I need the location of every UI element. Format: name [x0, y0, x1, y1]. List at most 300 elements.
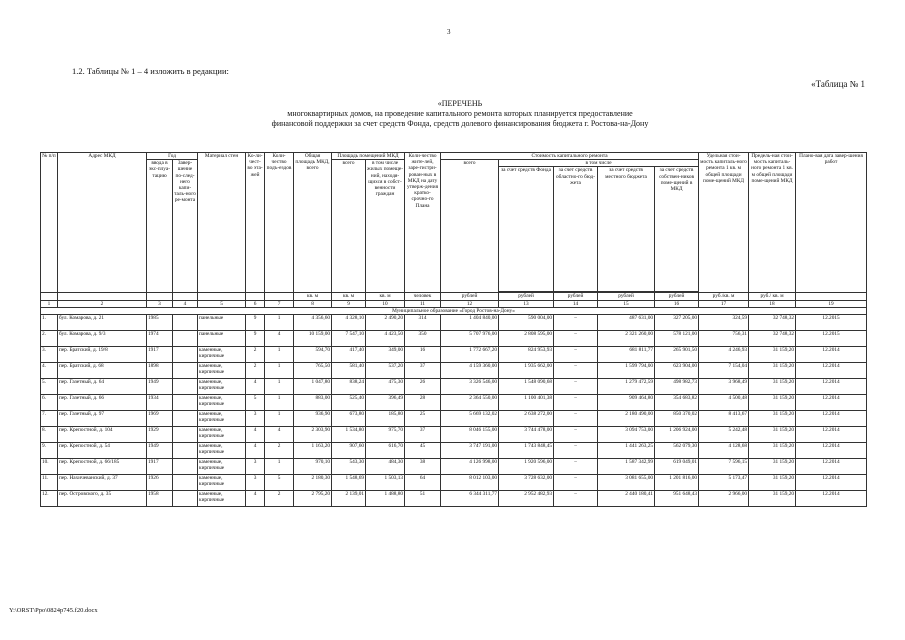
table-cell: –	[554, 347, 598, 363]
page-number: 3	[447, 28, 451, 36]
table-label: «Таблица № 1	[811, 79, 865, 89]
unit-cell	[147, 293, 173, 300]
table-cell: бул. Комарова, д. 9/3	[58, 331, 147, 347]
table-cell: 4	[246, 443, 265, 459]
table-cell: 1	[265, 395, 294, 411]
table-cell: 1 772 667,20	[441, 347, 499, 363]
table-cell: 2 180,30	[294, 475, 332, 491]
table-cell: 1 743 848,45	[499, 443, 554, 459]
table-row	[41, 331, 867, 347]
table-cell: 475,30	[366, 379, 405, 395]
table-cell: бул. Комарова, д. 21	[58, 315, 147, 331]
table-cell: 31 159,20	[749, 475, 796, 491]
header-entrances: Коли-чество подъ-ездов	[265, 153, 294, 293]
table-cell: 8 413,67	[699, 411, 749, 427]
table-cell: пер. Газетный, д. 66	[58, 395, 147, 411]
table-cell: каменные, кирпичные	[198, 347, 246, 363]
table-cell: 37	[405, 363, 441, 379]
table-cell: 1 935 662,00	[499, 363, 554, 379]
table-cell: 31 159,20	[749, 491, 796, 507]
table-cell: 5 669 132,02	[441, 411, 499, 427]
table-cell: –	[554, 491, 598, 507]
table-cell: 12.2015	[796, 331, 867, 347]
table-cell: 4	[265, 331, 294, 347]
table-cell: –	[554, 459, 598, 475]
table-cell: 8 012 103,00	[441, 475, 499, 491]
table-cell: 2 638 272,00	[499, 411, 554, 427]
file-path-footer: Y:\ORST\Ppo\0824p745.f20.docx	[9, 607, 98, 614]
table-cell: 1 534,80	[332, 427, 366, 443]
table-cell: 6.	[41, 395, 58, 411]
table-cell: 1 587 342,99	[598, 459, 655, 475]
table-cell: 25	[405, 411, 441, 427]
table-cell: 12.	[41, 491, 58, 507]
table-cell: 619 049,01	[655, 459, 699, 475]
table-cell: 265 901,50	[655, 347, 699, 363]
table-row	[41, 379, 867, 395]
table-cell: 2 440 180,41	[598, 491, 655, 507]
header-material: Материал стен	[198, 153, 246, 293]
table-cell: пер. Братский, д. 19/8	[58, 347, 147, 363]
table-cell: 5 242,48	[699, 427, 749, 443]
table-cell: 883,00	[294, 395, 332, 411]
table-row	[41, 411, 867, 427]
table-cell: 31 159,20	[749, 379, 796, 395]
table-cell: панельные	[198, 331, 246, 347]
table-cell: 350	[405, 331, 441, 347]
column-number-cell: 3	[147, 300, 173, 307]
table-cell: каменные, кирпичные	[198, 491, 246, 507]
table-cell: каменные, кирпичные	[198, 379, 246, 395]
table-cell: 1	[265, 347, 294, 363]
table-cell: 1 279 472,59	[598, 379, 655, 395]
header-address: Адрес МКД	[58, 153, 147, 293]
table-cell: каменные, кирпичные	[198, 411, 246, 427]
table-cell: каменные, кирпичные	[198, 363, 246, 379]
table-cell: 3	[246, 411, 265, 427]
title-line: «ПЕРЕЧЕНЬ	[437, 99, 483, 108]
column-number-cell: 13	[499, 300, 554, 307]
table-cell: 936,90	[294, 411, 332, 427]
table-cell: 578 121,00	[655, 331, 699, 347]
table-cell: 5 707 976,00	[441, 331, 499, 347]
municipality-label: Муниципальное образование «Город Ростов-на-Дону»	[41, 307, 867, 314]
table-cell: 824 953,93	[499, 347, 554, 363]
table-cell: 616,70	[366, 443, 405, 459]
unit-cell: рублей	[441, 293, 499, 300]
header-cost: Стоимость капитального ремонта	[441, 153, 699, 160]
table-cell: 5	[265, 475, 294, 491]
table-cell: –	[554, 411, 598, 427]
table-cell: 3 081 655,00	[598, 475, 655, 491]
header-premises-residential: в том числе жилых помеще-ний, находя-щихся в собст-венности граждан	[366, 160, 405, 293]
table-cell: 4 159 360,00	[441, 363, 499, 379]
table-cell: 354 683,82	[655, 395, 699, 411]
table-cell: 3 094 753,00	[598, 427, 655, 443]
table-cell: 3 728 632,00	[499, 475, 554, 491]
table-cell: 3 744 478,00	[499, 427, 554, 443]
table-cell	[173, 475, 198, 491]
table-cell: 10.	[41, 459, 58, 475]
table-cell: 64	[405, 475, 441, 491]
table-cell: 3 747 191,00	[441, 443, 499, 459]
table-cell: пер. Крепостной, д. 104	[58, 427, 147, 443]
table-cell: 537,20	[366, 363, 405, 379]
table-cell: пер. Островского, д. 35	[58, 491, 147, 507]
table-row	[41, 363, 867, 379]
municipality-row	[41, 307, 867, 314]
table-cell: 28	[405, 395, 441, 411]
header-premises-area: Площадь помещений МКД	[332, 153, 405, 160]
title-line: финансовой поддержки за счет средств Фонда, средств долевого финансирования бюджета г. Ростова-на-Дону	[271, 119, 649, 128]
table-cell	[173, 347, 198, 363]
column-number-cell: 9	[332, 300, 366, 307]
header-unit-cost: Удельная стои-мость капиталь-ного ремонта 1 кв. м общей площади поме-щений МКД	[699, 153, 749, 293]
table-cell: 1 503,13	[366, 475, 405, 491]
column-number-row	[41, 300, 867, 307]
table-cell: 5 173,47	[699, 475, 749, 491]
table-cell: 3 968,49	[699, 379, 749, 395]
unit-cell: кв. м	[294, 293, 332, 300]
table-cell	[173, 331, 198, 347]
header-premises-total: всего	[332, 160, 366, 293]
header-limit-cost: Предель-ная стои-мость капиталь-ного ремонта 1 кв. м общей площади поме-щений МКД	[749, 153, 796, 293]
table-cell: 1 920 596,00	[499, 459, 554, 475]
table-cell: –	[554, 443, 598, 459]
table-cell: 1 404 840,00	[441, 315, 499, 331]
table-cell: 2.	[41, 331, 58, 347]
table-cell: 1917	[147, 459, 173, 475]
table-cell: 1949	[147, 443, 173, 459]
table-cell: 4	[246, 427, 265, 443]
table-cell: 12.2014	[796, 411, 867, 427]
column-number-cell: 18	[749, 300, 796, 307]
table-cell: 8 046 155,00	[441, 427, 499, 443]
table-cell: –	[554, 475, 598, 491]
table-cell: 3 326 546,00	[441, 379, 499, 395]
table-cell: 1 441 263,25	[598, 443, 655, 459]
column-number-cell: 8	[294, 300, 332, 307]
table-cell: пер. Крепостной, д. 54	[58, 443, 147, 459]
unit-cell: кв. м	[366, 293, 405, 300]
table-cell: 6 344 311,77	[441, 491, 499, 507]
table-cell: 32 748,32	[749, 331, 796, 347]
header-total-area: Общая площадь МКД, всего	[294, 153, 332, 293]
table-cell: 31 159,20	[749, 347, 796, 363]
table-cell	[173, 427, 198, 443]
table-cell: 2 321 260,00	[598, 331, 655, 347]
table-cell: 7 154,04	[699, 363, 749, 379]
table-cell	[173, 363, 198, 379]
unit-cell	[265, 293, 294, 300]
table-cell: 7.	[41, 411, 58, 427]
unit-cell: человек	[405, 293, 441, 300]
table-cell: 5.	[41, 379, 58, 395]
table-cell: 185,80	[366, 411, 405, 427]
table-row	[41, 443, 867, 459]
table-cell: 38	[405, 459, 441, 475]
table-cell: 2	[246, 363, 265, 379]
table-cell: 1926	[147, 475, 173, 491]
table-cell: 45	[405, 443, 441, 459]
table-cell: 31 159,20	[749, 411, 796, 427]
table-cell: 1949	[147, 379, 173, 395]
table-cell: 12.2014	[796, 395, 867, 411]
table-row	[41, 491, 867, 507]
unit-cell	[41, 293, 58, 300]
table-cell: 1 488,80	[366, 491, 405, 507]
table-cell: 562 079,30	[655, 443, 699, 459]
table-cell: каменные, кирпичные	[198, 395, 246, 411]
table-cell: 484,30	[366, 459, 405, 475]
table-cell	[173, 443, 198, 459]
table-cell: 1	[265, 411, 294, 427]
table-cell: 4	[265, 427, 294, 443]
table-cell: 9.	[41, 443, 58, 459]
unit-cell	[198, 293, 246, 300]
table-cell: 31 159,20	[749, 427, 796, 443]
table-cell: 623 904,00	[655, 363, 699, 379]
table-row	[41, 459, 867, 475]
table-cell: 951 648,43	[655, 491, 699, 507]
table-cell: 4.	[41, 363, 58, 379]
table-cell: 12.2014	[796, 475, 867, 491]
table-cell: 1917	[147, 347, 173, 363]
table-cell: 581,40	[332, 363, 366, 379]
table-cell: 1	[265, 363, 294, 379]
header-cost-including: в том числе	[499, 160, 699, 167]
table-cell: 2 364 550,00	[441, 395, 499, 411]
table-cell: 1929	[147, 427, 173, 443]
unit-cell	[246, 293, 265, 300]
unit-cell	[58, 293, 147, 300]
table-cell: 681 811,77	[598, 347, 655, 363]
column-number-cell: 10	[366, 300, 405, 307]
table-cell: 1985	[147, 315, 173, 331]
table-cell: 2	[265, 443, 294, 459]
header-floors: Ко-ли-чест-во эта-жей	[246, 153, 265, 293]
table-cell: пер. Нахичеванский, д. 37	[58, 475, 147, 491]
table-cell: 3	[246, 459, 265, 475]
unit-cell: рублей	[598, 293, 655, 300]
table-cell: 12.2014	[796, 363, 867, 379]
table-cell: 349,00	[366, 347, 405, 363]
table-cell: 756,31	[699, 331, 749, 347]
header-cost-owners: за счет средств собствен-ников поме-щений в МКД	[655, 167, 699, 292]
table-cell: 1 201 816,00	[655, 475, 699, 491]
column-number-cell: 16	[655, 300, 699, 307]
column-number-cell: 14	[554, 300, 598, 307]
column-number-cell: 4	[173, 300, 198, 307]
table-cell: 525,40	[332, 395, 366, 411]
table-row	[41, 315, 867, 331]
table-cell: 543,30	[332, 459, 366, 475]
table-cell: 2 490,20	[366, 315, 405, 331]
table-cell: каменные, кирпичные	[198, 427, 246, 443]
table-cell: 12.2014	[796, 347, 867, 363]
table-cell: 396,49	[366, 395, 405, 411]
table-cell: 498 982,73	[655, 379, 699, 395]
table-cell: 2	[246, 347, 265, 363]
header-cost-fund: за счет средств Фонда	[499, 167, 554, 292]
table-cell	[173, 379, 198, 395]
table-cell: каменные, кирпичные	[198, 475, 246, 491]
houses-table	[40, 152, 867, 507]
header-cost-regional: за счет средств областно-го бюд-жета	[554, 167, 598, 292]
table-cell: 417,40	[332, 347, 366, 363]
table-cell: 594,70	[294, 347, 332, 363]
table-cell: 16	[405, 347, 441, 363]
table-cell: 4	[246, 491, 265, 507]
header-no: № п/п	[41, 153, 58, 293]
table-cell: 12.2014	[796, 491, 867, 507]
table-cell: 2	[265, 491, 294, 507]
table-cell: 314	[405, 315, 441, 331]
unit-cell: рублей	[554, 293, 598, 300]
table-cell: 7 596,15	[699, 459, 749, 475]
table-cell: –	[554, 331, 598, 347]
table-cell: 1 163,20	[294, 443, 332, 459]
column-number-cell: 1	[41, 300, 58, 307]
header-cost-total: всего	[441, 160, 499, 293]
table-cell: 1	[265, 459, 294, 475]
table-cell: 9	[246, 315, 265, 331]
table-cell: пер. Крепостной, д. 66/185	[58, 459, 147, 475]
unit-cell: рублей	[499, 293, 554, 300]
table-cell: 1 206 924,00	[655, 427, 699, 443]
column-number-cell: 5	[198, 300, 246, 307]
table-cell: –	[554, 379, 598, 395]
intro-text: 1.2. Таблицы № 1 – 4 изложить в редакции:	[72, 66, 229, 76]
table-cell: 12.2014	[796, 379, 867, 395]
table-cell: 4 126 998,00	[441, 459, 499, 475]
document-title	[150, 99, 770, 129]
unit-cell: рублей	[655, 293, 699, 300]
table-cell: 26	[405, 379, 441, 395]
table-cell: 487 631,00	[598, 315, 655, 331]
table-cell: 12.2014	[796, 427, 867, 443]
table-cell: 4 423,50	[366, 331, 405, 347]
table-cell: –	[554, 395, 598, 411]
header-registered: Коли-чество жите-лей, заре-гистри-рован-ных в МКД на дату утверж-дения кратко-срочно-го Плана	[405, 153, 441, 293]
table-cell: 1.	[41, 315, 58, 331]
table-cell	[173, 459, 198, 475]
table-cell: 51	[405, 491, 441, 507]
table-cell: 1974	[147, 331, 173, 347]
table-body	[41, 315, 867, 507]
table-cell: 2 139,01	[332, 491, 366, 507]
table-cell: 32 748,32	[749, 315, 796, 331]
header-year-commission: ввода в экс-плуа-тацию	[147, 160, 173, 293]
table-cell: каменные, кирпичные	[198, 443, 246, 459]
table-cell: 4	[246, 379, 265, 395]
column-number-cell: 11	[405, 300, 441, 307]
table-cell: 31 159,20	[749, 395, 796, 411]
header-year-repair: Завер-шение по-след-него капи-таль-ного ре-монта	[173, 160, 198, 293]
table-row	[41, 475, 867, 491]
units-row	[41, 293, 867, 300]
table-row	[41, 427, 867, 443]
table-cell	[173, 315, 198, 331]
table-cell: 4 246,93	[699, 347, 749, 363]
table-cell: 2 952 482,93	[499, 491, 554, 507]
table-cell: 1934	[147, 395, 173, 411]
header-cost-local: за счет средств местного бюджета	[598, 167, 655, 292]
unit-cell	[173, 293, 198, 300]
table-cell: –	[554, 427, 598, 443]
table-cell: пер. Газетный, д. 97	[58, 411, 147, 427]
table-cell: 31 159,20	[749, 363, 796, 379]
table-cell: панельные	[198, 315, 246, 331]
table-cell: 1 599 794,00	[598, 363, 655, 379]
table-cell: 2 180 490,00	[598, 411, 655, 427]
table-cell: 12.2015	[796, 315, 867, 331]
table-cell: 11.	[41, 475, 58, 491]
table-cell: 9	[246, 331, 265, 347]
table-cell: 1 100 401,38	[499, 395, 554, 411]
table-cell: 10 159,00	[294, 331, 332, 347]
unit-cell	[796, 293, 867, 300]
table-cell: 909 464,80	[598, 395, 655, 411]
table-cell: 3.	[41, 347, 58, 363]
table-cell: 2 795,20	[294, 491, 332, 507]
table-cell: 1 548 090,68	[499, 379, 554, 395]
table-cell: 1969	[147, 411, 173, 427]
table-cell: 3	[246, 475, 265, 491]
table-cell: 4 500,48	[699, 395, 749, 411]
table-cell: пер. Братский, д. 68	[58, 363, 147, 379]
title-line: многоквартирных домов, на проведение капитального ремонта которых планируется предоставление	[287, 109, 633, 118]
table-cell: 5	[246, 395, 265, 411]
table-cell: 1 548,69	[332, 475, 366, 491]
table-cell: 1	[265, 315, 294, 331]
table-cell: 12.2014	[796, 459, 867, 475]
table-cell: 7 547,10	[332, 331, 366, 347]
column-number-cell: 17	[699, 300, 749, 307]
column-number-cell: 15	[598, 300, 655, 307]
table-cell: 324,59	[699, 315, 749, 331]
unit-cell: руб./кв. м	[699, 293, 749, 300]
table-cell: 2 966,00	[699, 491, 749, 507]
table-cell: 673,80	[332, 411, 366, 427]
table-cell: 4 356,60	[294, 315, 332, 331]
table-cell: 4 328,10	[332, 315, 366, 331]
table-cell: 2 808 595,00	[499, 331, 554, 347]
header-planned-date: Плано-вая дата завер-шения работ	[796, 153, 867, 293]
table-cell: 31 159,20	[749, 443, 796, 459]
table-cell: –	[554, 315, 598, 331]
column-number-cell: 19	[796, 300, 867, 307]
header-row	[41, 153, 867, 160]
column-number-cell: 2	[58, 300, 147, 307]
table-cell: 327 205,00	[655, 315, 699, 331]
table-row	[41, 395, 867, 411]
column-number-cell: 6	[246, 300, 265, 307]
column-number-cell: 7	[265, 300, 294, 307]
table-cell: 4 128,68	[699, 443, 749, 459]
table-cell: –	[554, 363, 598, 379]
table-cell: 590 004,00	[499, 315, 554, 331]
table-cell: 970,10	[294, 459, 332, 475]
unit-cell: кв. м	[332, 293, 366, 300]
table-cell: 838,24	[332, 379, 366, 395]
table-cell	[173, 395, 198, 411]
table-cell: 907,60	[332, 443, 366, 459]
table-cell: 37	[405, 427, 441, 443]
table-cell	[173, 411, 198, 427]
table-cell: пер. Газетный, д. 64	[58, 379, 147, 395]
table-cell: 1 047,80	[294, 379, 332, 395]
